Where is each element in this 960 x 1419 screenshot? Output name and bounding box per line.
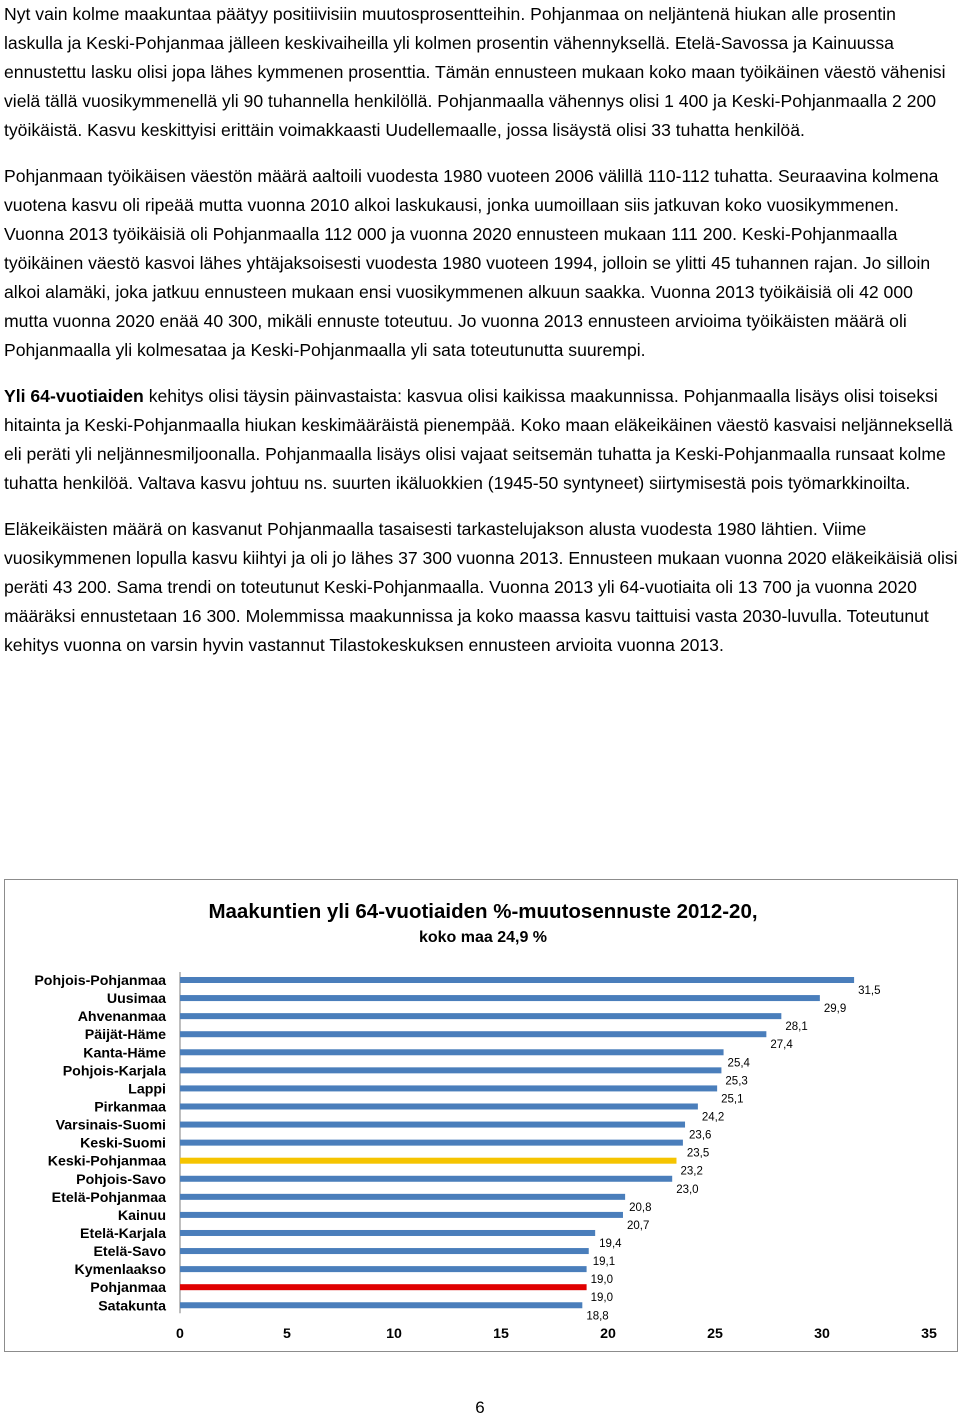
data-label-lappi: 25,1: [721, 1093, 744, 1106]
document-body: [4, 0, 958, 660]
x-tick-label-35: 35: [921, 1326, 937, 1342]
page-number: 6: [475, 1398, 485, 1417]
bar-paijat-hame: [180, 1031, 766, 1037]
paragraph-3-text: kehitys olisi täysin päinvastaista: kasvua olisi kaikissa maakunnissa. Pohjanmaalla lisäys olisi toiseksi hitainta ja Keski-Pohjanmaalla hiukan keskimääräistä pienempää. Koko maan eläkeikäinen väestö kasvaisi neljänneksellä eli peräti yli neljännesmiljoonalla. Pohjanmaalla lisäys olisi vajaat seitsemän tuhatta ja Keski-Pohjanmaalla runsaat kolme tuhatta henkilöä. Valtava kasvu johtuu ns. suurten ikäluokkien (1945-50 syntyneet) siirtymisestä pois työmarkkinoilta.: [4, 386, 953, 493]
paragraph-3: [4, 382, 958, 498]
bars-layer: [34, 972, 937, 1342]
data-label-pohjois-karjala: 25,3: [725, 1075, 748, 1088]
bar-uusimaa: [180, 995, 820, 1001]
data-label-keski-suomi: 23,5: [686, 1147, 710, 1160]
data-label-keski-pohjanmaa: 23,2: [680, 1165, 703, 1178]
data-label-pohjois-savo: 23,0: [676, 1183, 699, 1196]
x-tick-label-30: 30: [814, 1326, 830, 1342]
paragraph-4: Eläkeikäisten määrä on kasvanut Pohjanmaalla tasaisesti tarkastelujakson alusta vuodesta 1980 lähtien. Viime vuosikymmenen lopulla kasvu kiihtyi ja oli jo lähes 37 300 vuonna 2013. Ennusteen mukaan vuonna 2020 eläkeikäisiä olisi peräti 43 200. Sama trendi on toteutunut Keski-Pohjanmaalla. Vuonna 2013 yli 64-vuotiaita oli 13 700 ja vuonna 2020 määräksi ennustetaan 16 300. Molemmissa maakunnissa ja koko maassa kasvu taittuisi vasta 2030-luvulla. Toteutunut kehitys vuonna on varsin hyvin vastannut Tilastokeskuksen ennusteen arvioita vuonna 2013.: [4, 519, 958, 655]
category-label-etela-savo: Etelä-Savo: [93, 1244, 166, 1261]
bar-satakunta: [180, 1302, 582, 1308]
category-label-etela-pohjanmaa: Etelä-Pohjanmaa: [51, 1189, 166, 1206]
category-label-etela-karjala: Etelä-Karjala: [80, 1225, 166, 1242]
chart-frame: [4, 879, 958, 1352]
bar-etela-savo: [180, 1248, 589, 1254]
x-tick-label-10: 10: [386, 1326, 402, 1342]
bar-kainuu: [180, 1212, 623, 1218]
data-label-ahvenanmaa: 28,1: [785, 1021, 808, 1034]
data-label-etela-savo: 19,1: [592, 1256, 616, 1269]
bar-keski-pohjanmaa: [180, 1158, 676, 1164]
data-label-pohjois-pohjanmaa: 31,5: [858, 985, 881, 997]
category-label-lappi: Lappi: [128, 1081, 166, 1098]
bar-etela-pohjanmaa: [180, 1194, 625, 1200]
data-label-etela-karjala: 19,4: [599, 1237, 622, 1250]
chart-subtitle: koko maa 24,9 %: [418, 929, 548, 946]
data-label-kanta-hame: 25,4: [727, 1057, 750, 1070]
x-tick-label-5: 5: [283, 1326, 291, 1342]
category-label-keski-pohjanmaa: Keski-Pohjanmaa: [47, 1153, 166, 1170]
data-label-satakunta: 18,8: [586, 1310, 609, 1323]
data-label-etela-pohjanmaa: 20,8: [629, 1201, 652, 1214]
bar-pohjanmaa: [180, 1284, 587, 1290]
category-label-pohjois-pohjanmaa: Pohjois-Pohjanmaa: [34, 973, 166, 989]
category-label-pohjois-savo: Pohjois-Savo: [76, 1171, 166, 1188]
data-label-pohjanmaa: 19,0: [590, 1292, 613, 1305]
category-label-kymenlaakso: Kymenlaakso: [74, 1262, 166, 1279]
paragraph-2: Pohjanmaan työikäisen väestön määrä aaltoili vuodesta 1980 vuoteen 2006 välillä 110-112 tuhatta. Seuraavina kolmena vuotena kasvu oli ripeää mutta vuonna 2010 alkoi laskukausi, jonka uumoillaan siis jatkuvan koko vuosikymmenen. Vuonna 2013 työikäisiä oli Pohjanmaalla 112 000 ja vuonna 2020 ennusteen mukaan 111 200. Keski-Pohjanmaalla työikäinen väestö kasvoi lähes yhtäjaksoisesti vuodesta 1980 vuoteen 1994, jolloin se ylitti 45 tuhannen rajan. Jo silloin alkoi alamäki, joka jatkuu ennusteen mukaan ensi vuosikymmenen alkuun saakka. Vuonna 2013 työikäisiä oli 42 000 mutta vuonna 2020 enää 40 300, mikäli ennuste toteutuu. Jo vuonna 2013 ennusteen arvioima työikäisten määrä oli Pohjanmaalla yli kolmesataa ja Keski-Pohjanmaalla yli sata toteutunutta suurempi.: [4, 166, 939, 360]
x-tick-label-20: 20: [600, 1326, 616, 1342]
category-label-pohjois-karjala: Pohjois-Karjala: [62, 1063, 166, 1080]
category-label-satakunta: Satakunta: [98, 1298, 166, 1315]
bar-pohjois-karjala: [180, 1067, 721, 1073]
data-label-paijat-hame: 27,4: [770, 1039, 793, 1052]
data-label-kymenlaakso: 19,0: [590, 1274, 613, 1287]
paragraph-1: Nyt vain kolme maakuntaa päätyy positiivisiin muutosprosentteihin. Pohjanmaa on neljäntenä hiukan alle prosentin laskulla ja Keski-Pohjanmaa jälleen keskivaiheilla yli kolmen prosentin vähennyksellä. Etelä-Savossa ja Kainuussa ennustettu lasku olisi jopa lähes kymmenen prosenttia. Tämän ennusteen mukaan koko maan työikäinen väestö vähenisi vielä tällä vuosikymmenellä yli 90 tuhannella henkilöllä. Pohjanmaalla vähennys olisi 1 400 ja Keski-Pohjanmaalla 2 200 työikäistä. Kasvu keskittyisi erittäin voimakkaasti Uudellemaalle, jossa lisäystä olisi 33 tuhatta henkilöä.: [4, 4, 946, 140]
bar-ahvenanmaa: [180, 1013, 781, 1019]
x-tick-label-15: 15: [493, 1326, 509, 1342]
data-label-varsinais-suomi: 23,6: [689, 1129, 712, 1142]
category-label-keski-suomi: Keski-Suomi: [80, 1135, 166, 1152]
bar-pohjois-pohjanmaa: [180, 977, 854, 983]
category-label-pohjanmaa: Pohjanmaa: [90, 1280, 166, 1297]
bar-etela-karjala: [180, 1230, 595, 1236]
bar-chart: [5, 880, 957, 1351]
chart-title: Maakuntien yli 64-vuotiaiden %-muutosennuste 2012-20,: [208, 900, 758, 923]
bar-kymenlaakso: [180, 1266, 587, 1272]
data-label-pirkanmaa: 24,2: [701, 1111, 725, 1124]
category-label-paijat-hame: Päijät-Häme: [84, 1027, 166, 1044]
bar-pirkanmaa: [180, 1103, 698, 1109]
bar-varsinais-suomi: [180, 1122, 685, 1128]
paragraph-3-bold-lead: Yli 64-vuotiaiden: [4, 386, 144, 406]
bar-lappi: [180, 1085, 717, 1091]
bar-kanta-hame: [180, 1049, 724, 1055]
data-label-kainuu: 20,7: [626, 1219, 650, 1232]
category-label-ahvenanmaa: Ahvenanmaa: [77, 1009, 166, 1026]
data-label-uusimaa: 29,9: [823, 1003, 847, 1016]
category-label-varsinais-suomi: Varsinais-Suomi: [55, 1117, 166, 1134]
x-tick-label-25: 25: [707, 1326, 723, 1342]
category-label-kanta-hame: Kanta-Häme: [83, 1045, 166, 1062]
category-label-pirkanmaa: Pirkanmaa: [94, 1099, 166, 1116]
bar-pohjois-savo: [180, 1176, 672, 1182]
category-label-uusimaa: Uusimaa: [106, 991, 166, 1008]
category-label-kainuu: Kainuu: [117, 1207, 166, 1224]
x-tick-label-0: 0: [176, 1326, 184, 1342]
bar-keski-suomi: [180, 1140, 683, 1146]
